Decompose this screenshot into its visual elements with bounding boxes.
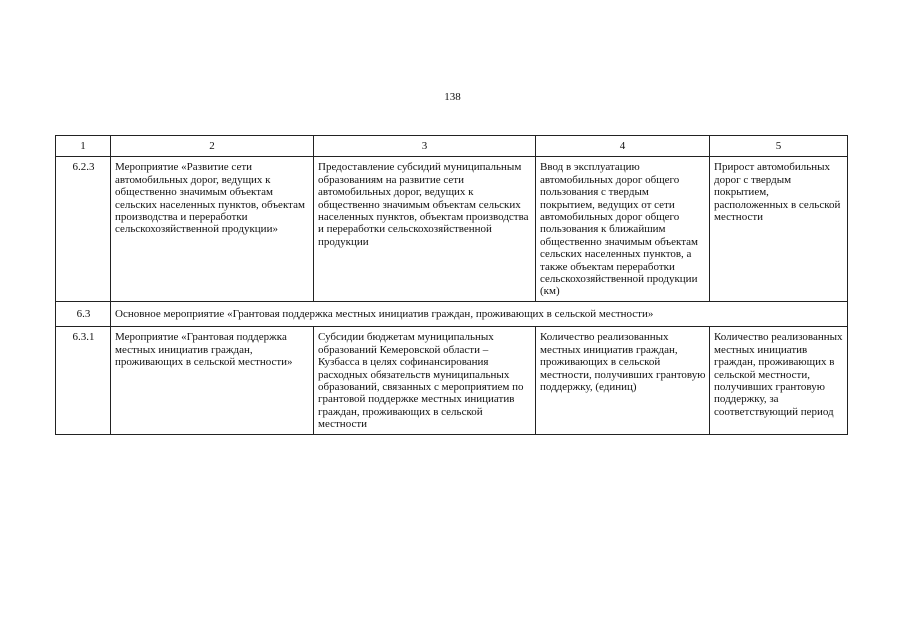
column-header: 5 bbox=[710, 136, 848, 157]
indicator-cell: Ввод в эксплуатацию автомобильных дорог общего пользования с твердым покрытием, ведущих от сети автомобильных дорог общего пользования к ближайшим общественно значимым объектам сельских населенных пунктов, а также объектам переработки сельскохозяйственной продукции (км) bbox=[536, 157, 710, 301]
result-cell: Количество реализованных местных инициатив граждан, проживающих в сельской местности, получивших грантовую поддержку, за соответствующий период bbox=[710, 327, 848, 434]
row-number: 6.3 bbox=[56, 301, 111, 326]
result-cell: Прирост автомобильных дорог с твердым покрытием, расположенных в сельской местности bbox=[710, 157, 848, 301]
table-row bbox=[56, 327, 848, 434]
program-table bbox=[55, 135, 848, 435]
table-row bbox=[56, 157, 848, 301]
column-header: 1 bbox=[56, 136, 111, 157]
page-number: 138 bbox=[444, 91, 461, 103]
column-header: 4 bbox=[536, 136, 710, 157]
section-row bbox=[56, 301, 848, 326]
indicator-cell: Количество реализованных местных инициатив граждан, проживающих в сельской местности, получивших грантовую поддержку, (единиц) bbox=[536, 327, 710, 434]
measure-description-cell: Субсидии бюджетам муниципальных образований Кемеровской области – Кузбасса в целях софинансирования расходных обязательств муниципальных образований, связанных с мероприятием по грантовой поддержке местных инициатив граждан, проживающих в сельской местности bbox=[314, 327, 536, 434]
row-number: 6.3.1 bbox=[56, 327, 111, 434]
measure-description-cell: Предоставление субсидий муниципальным образованиям на развитие сети автомобильных дорог, ведущих к общественно значимым объектам сельских населенных пунктов, объектам производства и переработки сельскохозяйственной продукции bbox=[314, 157, 536, 301]
measure-name-cell: Мероприятие «Грантовая поддержка местных инициатив граждан, проживающих в сельской местности» bbox=[111, 327, 314, 434]
row-number: 6.2.3 bbox=[56, 157, 111, 301]
measure-name-cell: Мероприятие «Развитие сети автомобильных дорог, ведущих к общественно значимым объектам сельских населенных пунктов, объектам производства и переработки сельскохозяйственной продукции» bbox=[111, 157, 314, 301]
column-header: 2 bbox=[111, 136, 314, 157]
section-title-cell: Основное мероприятие «Грантовая поддержка местных инициатив граждан, проживающих в сельской местности» bbox=[111, 301, 848, 326]
column-header: 3 bbox=[314, 136, 536, 157]
table-header-row bbox=[56, 136, 848, 157]
